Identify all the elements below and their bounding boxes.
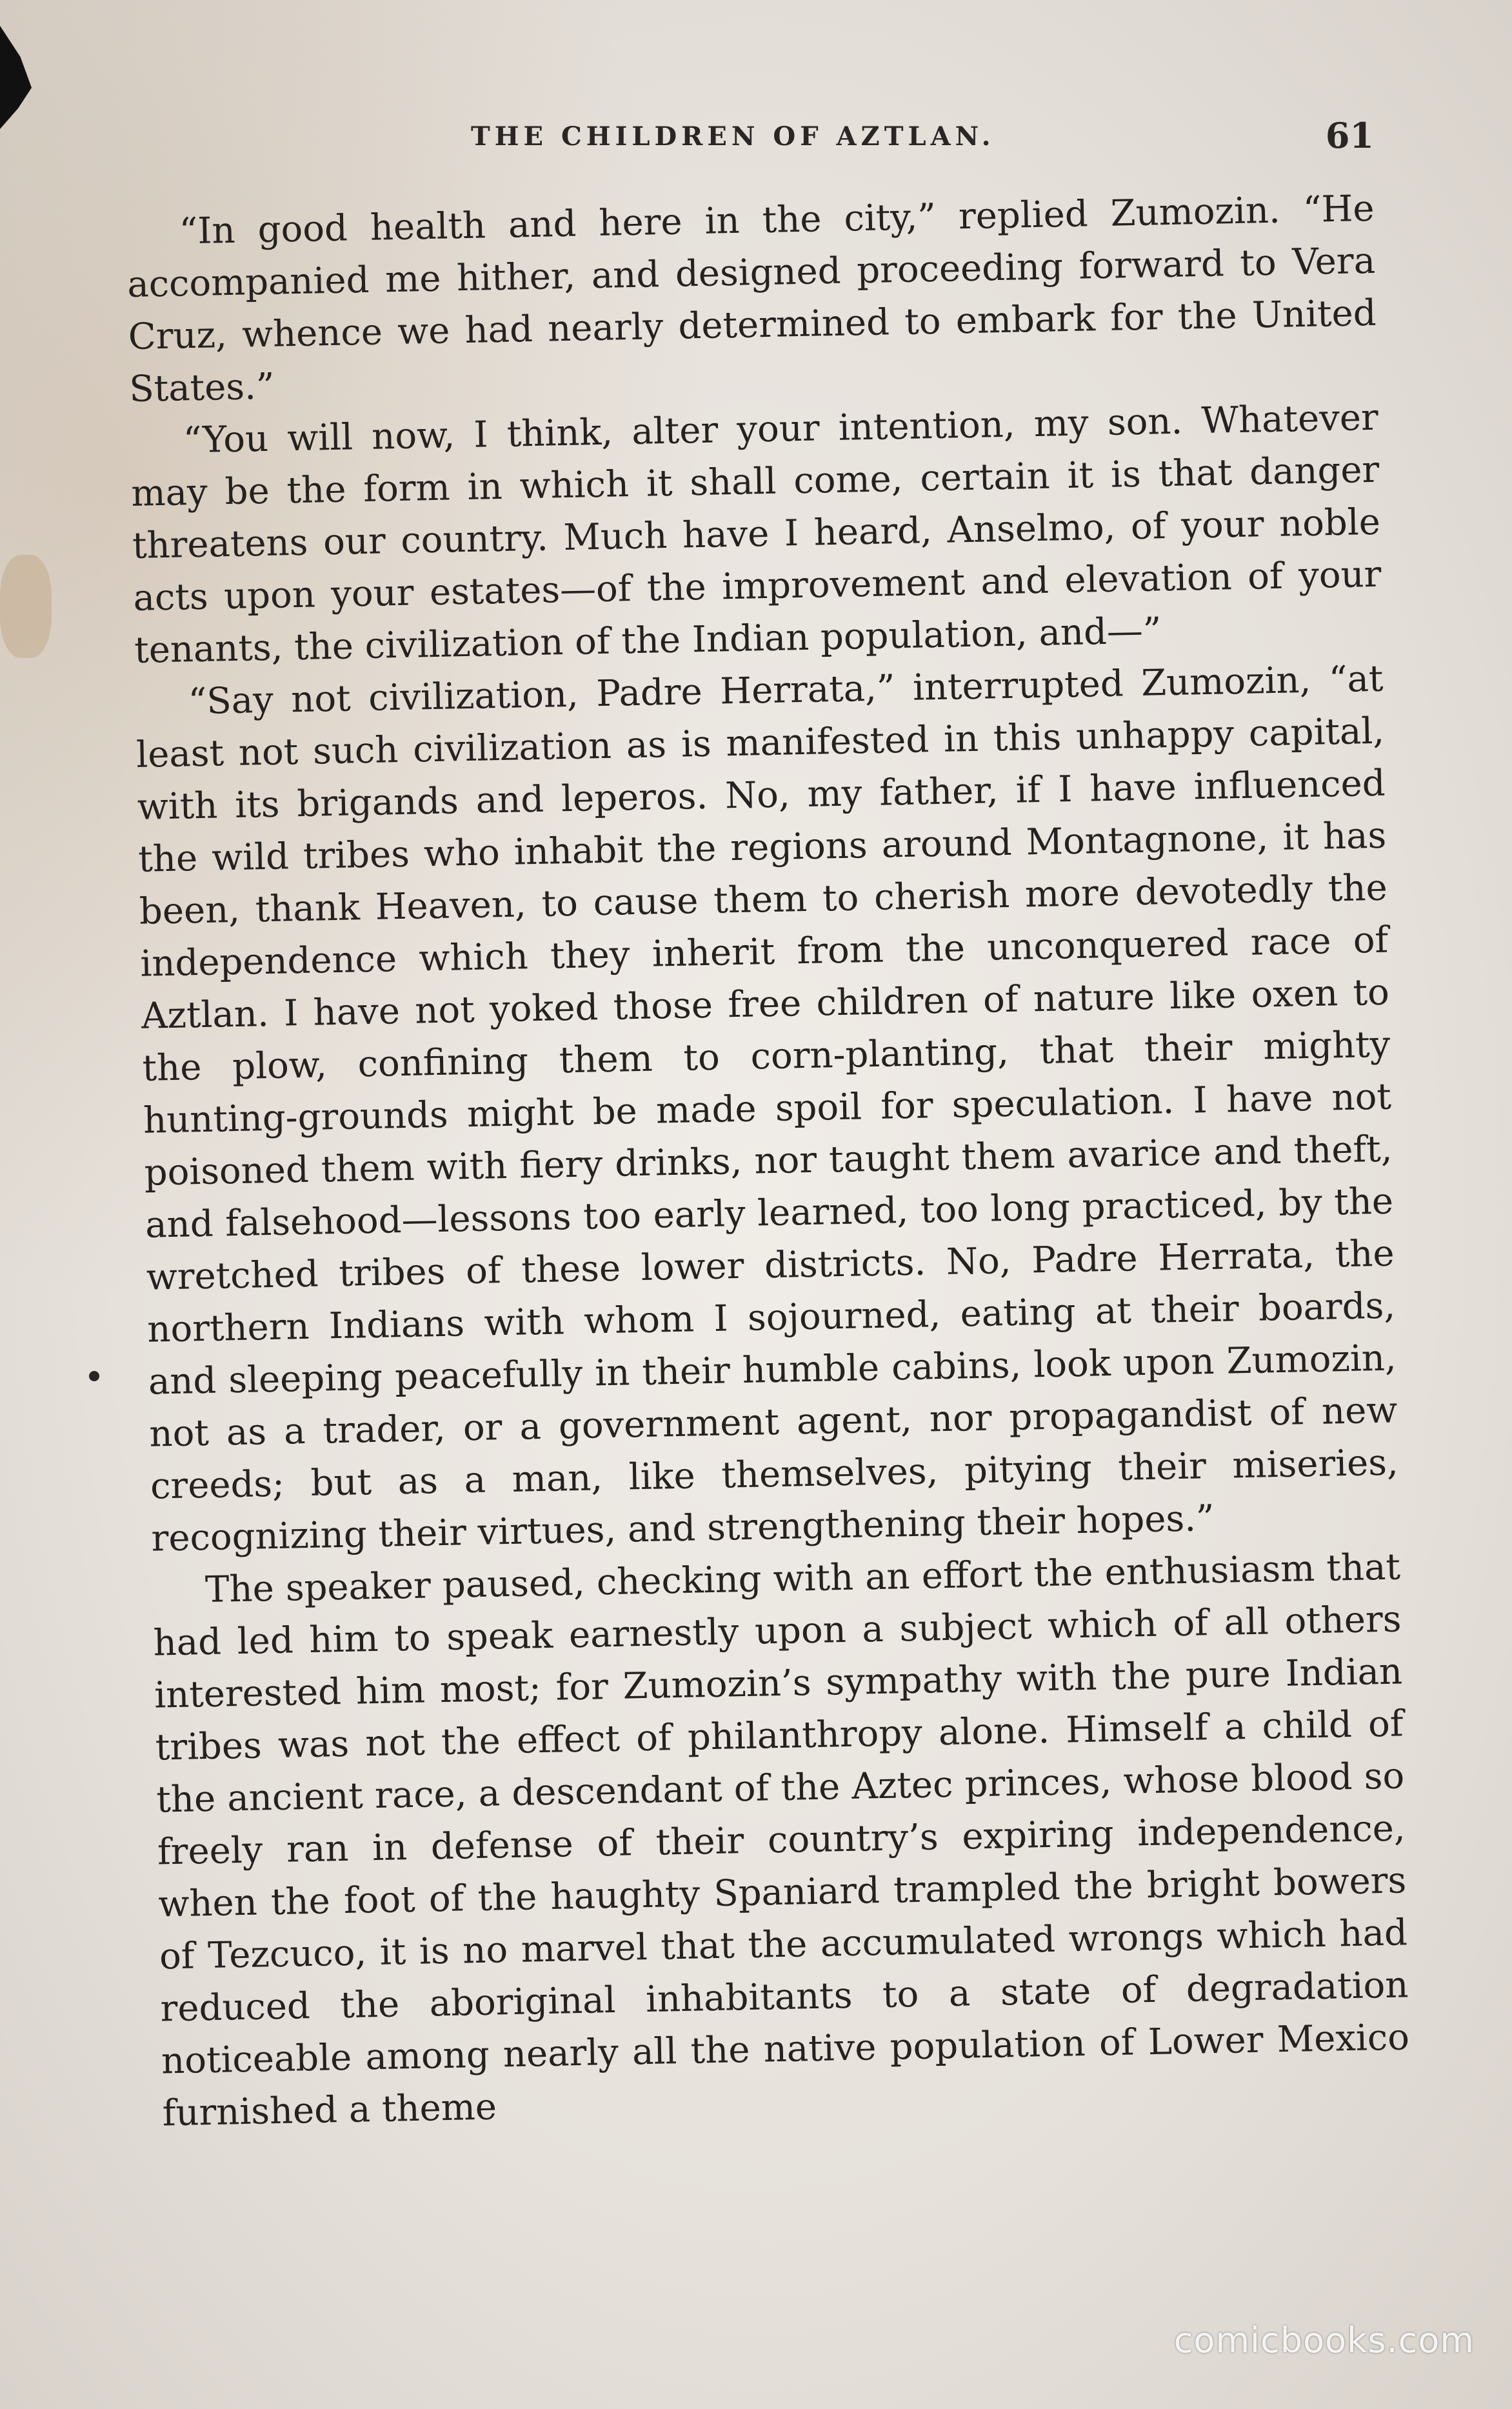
paragraph: “You will now, I think, alter your intention, my son. Whatever may be the form in which it shall come, certain it is that danger threatens our country. Much have I heard, Anselmo, of your noble acts upon your estates—of the improvement and elevation of your tenants, the civilization of the Indian population, and—” bbox=[130, 396, 1382, 672]
page-header bbox=[471, 115, 1374, 173]
watermark: comicbooks.com bbox=[1173, 2320, 1475, 2361]
paragraph: “In good health and here in the city,” replied Zumozin. “He accompanied me hither, and designed proceeding forward to Vera Cruz, whence we had nearly determined to embark for the United States.” bbox=[126, 187, 1377, 410]
paragraph: The speaker paused, checking with an effort the enthusiasm that had led him to speak earnestly upon a subject which of all others interested him most; for Zumozin’s sympathy with the pure Indian tribes was not the effect of philanthropy alone. Himself a child of the ancient race, a descendant of the Aztec princes, whose blood so freely ran in defense of their country’s expiring independence, when the foot of the haughty Spaniard trampled the bright bowers of Tezcuco, it is no marvel that the accumulated wrongs which had reduced the aboriginal inhabitants to a state of degradation noticeable among nearly all the native population of Lower Mexico furnished a theme bbox=[153, 1546, 1410, 2135]
paper-stain bbox=[0, 555, 52, 658]
page-number: 61 bbox=[1325, 115, 1374, 156]
body-text bbox=[126, 183, 1411, 2140]
torn-corner bbox=[0, 26, 45, 129]
running-title: THE CHILDREN OF AZTLAN. bbox=[471, 121, 995, 152]
paragraph: “Say not civilization, Padre Herrata,” interrupted Zumozin, “at least not such civilization as is manifested in this unhappy capital, with its brigands and leperos. No, my father, if I have influenced the wild tribes who inhabit the regions around Montagnone, it has been, thank Heaven, to cause them to cherish more devotedly the independence which they inherit from the unconquered race of Aztlan. I have not yoked those free children of nature like oxen to the plow, confining them to corn-planting, that their mighty hunting-grounds might be made spoil for speculation. I have not poisoned them with fiery drinks, nor taught them avarice and theft, and falsehood—lessons too early learned, too long practiced, by the wretched tribes of these lower districts. No, Padre Herrata, the northern Indians with whom I sojourned, eating at their boards, and sleeping peacefully in their humble cabins, look upon Zumozin, not as a trader, or a government agent, nor propagandist of new creeds; but as a man, like themselves, pitying their miseries, recognizing their virtues, and strengthening their hopes.” bbox=[135, 657, 1399, 1560]
margin-dot bbox=[89, 1371, 99, 1381]
